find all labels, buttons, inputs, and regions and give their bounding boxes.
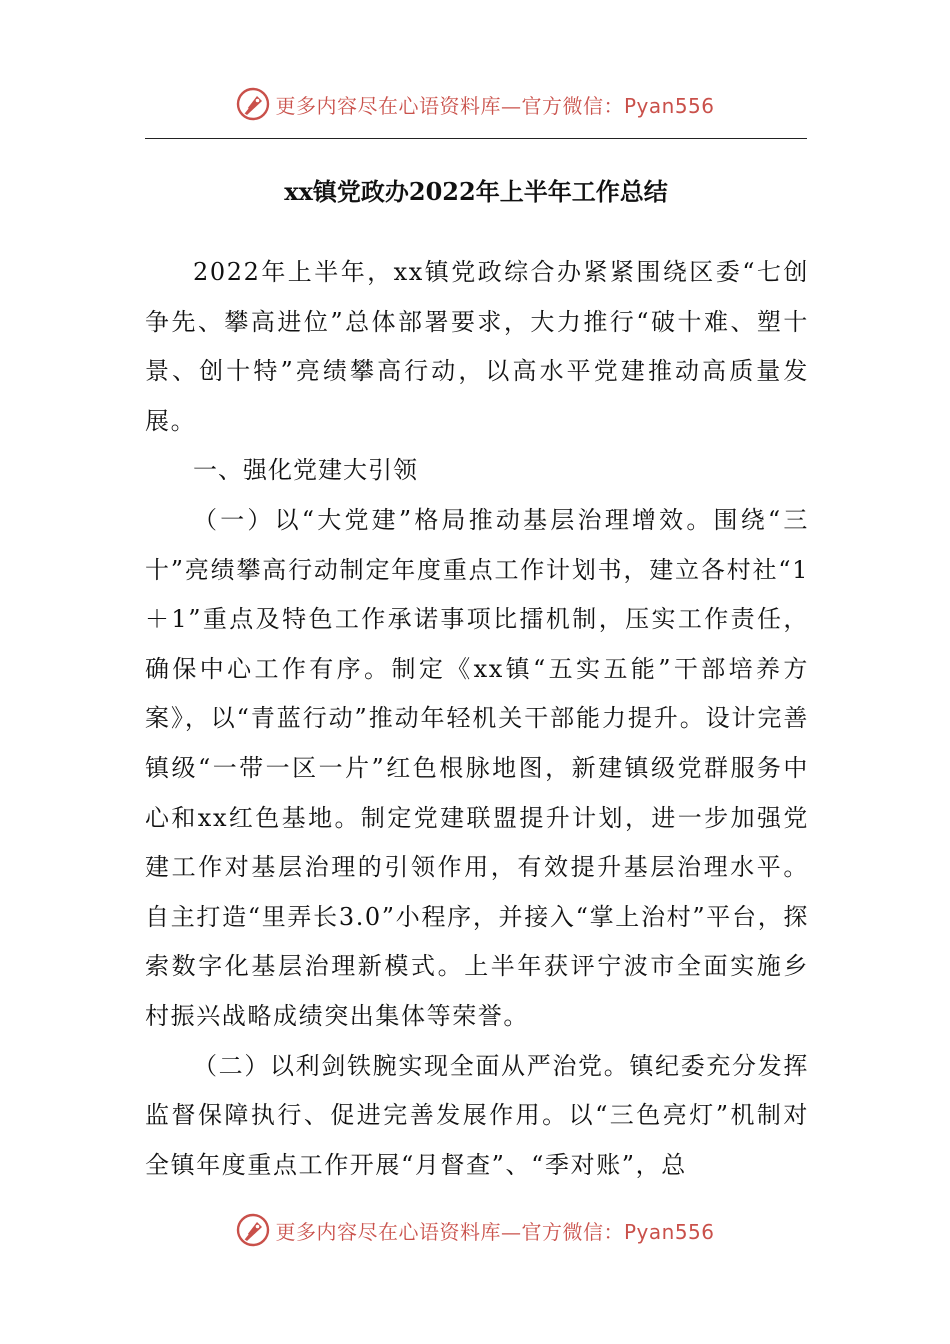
- paragraph-1: （一）以“大党建”格局推动基层治理增效。围绕“三十”亮绩攀高行动制定年度重点工作计划书，建立各村社“1＋1”重点及特色工作承诺事项比擂机制，压实工作责任，确保中心工作有序。制定《xx镇“五实五能”干部培养方案》，以“青蓝行动”推动年轻机关干部能力提升。设计完善镇级“一带一区一片”红色根脉地图，新建镇级党群服务中心和xx红色基地。制定党建联盟提升计划，进一步加强党建工作对基层治理的引领作用，有效提升基层治理水平。自主打造“里弄长3.0”小程序，并接入“掌上治村”平台，探索数字化基层治理新模式。上半年获评宁波市全面实施乡村振兴战略成绩突出集体等荣誉。: [145, 505, 809, 1030]
- banner-text: 更多内容尽在心语资料库—官方微信：Pyan556: [275, 93, 715, 118]
- intro-paragraph: 2022年上半年，xx镇党政综合办紧紧围绕区委“七创争先、攀高进位”总体部署要求，大力推行“破十难、塑十景、创十特”亮绩攀高行动，以高水平党建推动高质量发展。: [145, 258, 809, 435]
- pen-nib-logo-icon: [235, 1212, 271, 1248]
- header-rule: [145, 138, 807, 139]
- paragraph-2: （二）以利剑铁腕实现全面从严治党。镇纪委充分发挥监督保障执行、促进完善发展作用。以“三色亮灯”机制对全镇年度重点工作开展“月督查”、“季对账”，总: [145, 1051, 809, 1179]
- document-body: [145, 248, 809, 1190]
- section-heading: 一、强化党建大引领: [193, 456, 418, 485]
- document-title: xx镇党政办2022年上半年工作总结: [284, 177, 668, 206]
- header-banner: [0, 84, 950, 124]
- footer-banner: [0, 1210, 950, 1250]
- banner-wechat-id: Pyan556: [623, 93, 715, 118]
- pen-nib-logo-icon: [235, 86, 271, 122]
- banner-text: 更多内容尽在心语资料库—官方微信：Pyan556: [275, 1219, 715, 1244]
- banner-wechat-id: Pyan556: [623, 1219, 715, 1244]
